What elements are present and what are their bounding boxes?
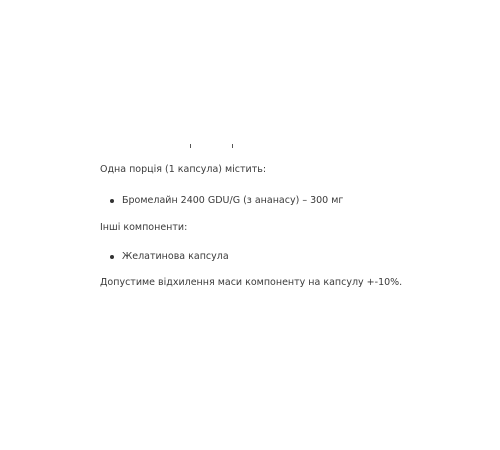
list-item <box>100 194 490 208</box>
decorative-tick-mark <box>232 144 233 148</box>
tolerance-note: Допустиме відхилення маси компоненту на капсулу +-10%. <box>100 277 403 288</box>
bullet-icon <box>110 255 114 259</box>
serving-heading: Одна порція (1 капсула) містить: <box>100 164 267 175</box>
other-components-heading: Інші компоненти: <box>100 222 188 233</box>
product-composition <box>100 163 490 290</box>
serving-ingredients-list <box>100 194 490 208</box>
ingredient-text: Бромелайн 2400 GDU/G (з ананасу) – 300 мг <box>122 195 344 206</box>
list-item <box>100 250 490 264</box>
decorative-tick-mark <box>190 144 191 148</box>
component-text: Желатинова капсула <box>122 251 229 262</box>
bullet-icon <box>110 199 114 203</box>
other-components-list <box>100 250 490 264</box>
